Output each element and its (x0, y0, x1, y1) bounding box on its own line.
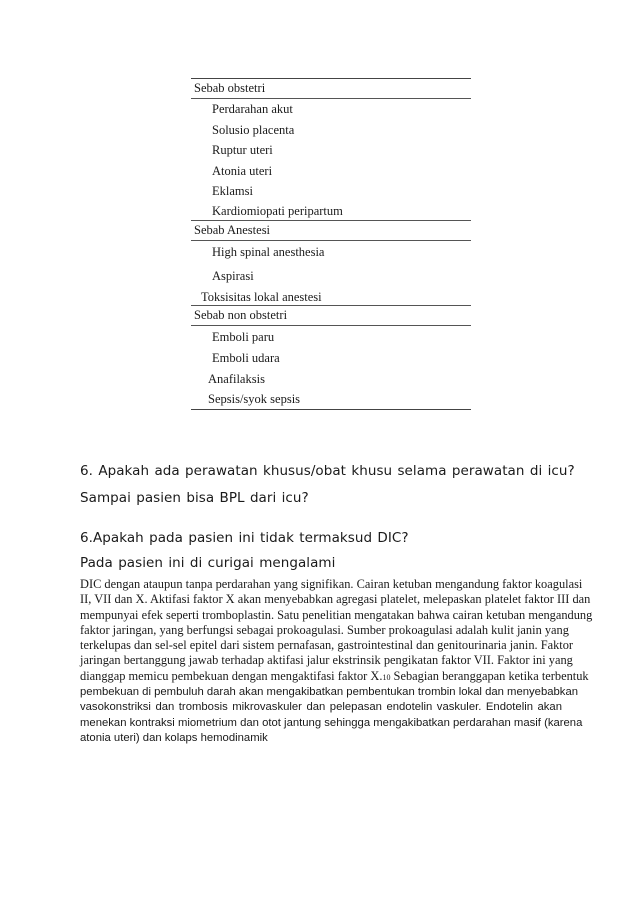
table-item: Emboli udara (212, 350, 280, 365)
table-item: Atonia uteri (212, 163, 273, 178)
table-item: High spinal anesthesia (212, 244, 325, 259)
table-item: Solusio placenta (212, 122, 295, 137)
causes-table (191, 78, 471, 410)
table-item: Perdarahan akut (212, 102, 293, 116)
reference-number: 10 (382, 672, 391, 682)
paragraph-line: pembekuan di pembuluh darah akan mengakibatkan pembentukan trombin lokal dan menyebabkan (80, 686, 579, 699)
paragraph-line: II, VII dan X. Aktifasi faktor X akan menyebabkan agregasi platelet, melepaskan platelet faktor III dan (80, 592, 591, 607)
body-paragraph (80, 577, 593, 746)
question-6a-line1: 6. Apakah ada perawatan khusus/obat khusu selama perawatan di icu? (80, 463, 575, 479)
table-item: Toksisitas lokal anestesi (201, 289, 322, 304)
section-header-non-obstetri: Sebab non obstetri (194, 307, 288, 322)
table-item: Sepsis/syok sepsis (208, 391, 301, 406)
table-item: Anafilaksis (208, 371, 265, 386)
paragraph-line: jaringan bertanggung jawab terhadap aktifasi jalur ekstrinsik pengikatan faktor VII. Faktor ini yang (80, 653, 573, 668)
table-item: Kardiomiopati peripartum (212, 203, 343, 218)
question-6b-line1: 6.Apakah pada pasien ini tidak termaksud DIC? (80, 530, 409, 546)
paragraph-line: terkelupas dan sel-sel epitel dari sistem pernafasan, gastrointestinal dan genitourinaria janin. Faktor (80, 638, 574, 653)
paragraph-line: faktor jaringan, yang berfungsi sebagai prokoagulasi. Sumber prokoagulasi adalah kulit janin yang (80, 622, 569, 637)
question-6b-line2: Pada pasien ini di curigai mengalami (80, 555, 336, 571)
question-6a-line2: Sampai pasien bisa BPL dari icu? (80, 490, 309, 506)
table-item: Ruptur uteri (212, 143, 273, 157)
table-item: Emboli paru (212, 329, 275, 344)
table-item: Aspirasi (212, 268, 254, 283)
paragraph-line: mempunyai efek seperti tromboplastin. Satu penelitian mengatakan bahwa cairan ketuban mengandung (80, 607, 593, 622)
section-header-anestesi: Sebab Anestesi (194, 222, 271, 237)
paragraph-line-tail: Sebagian beranggapan ketika terbentuk (390, 668, 589, 683)
paragraph-line-text: dianggap memicu pembekuan dengan mengaktifasi faktor X. (80, 668, 383, 683)
paragraph-line: menekan kontraksi miometrium dan otot jantung sehingga mengakibatkan perdarahan masif (karena (80, 716, 583, 729)
paragraph-line: atonia uteri) dan kolaps hemodinamik (80, 731, 268, 744)
table-item: Eklamsi (212, 184, 253, 198)
paragraph-line: DIC dengan ataupun tanpa perdarahan yang signifikan. Cairan ketuban mengandung faktor koagulasi (80, 577, 583, 591)
paragraph-line: vasokonstriksi dan trombosis mikrovaskuler dan pelepasan endotelin vaskuler. Endotelin akan (80, 701, 562, 714)
section-header-obstetri: Sebab obstetri (194, 81, 266, 95)
paragraph-line-with-ref (80, 668, 589, 685)
